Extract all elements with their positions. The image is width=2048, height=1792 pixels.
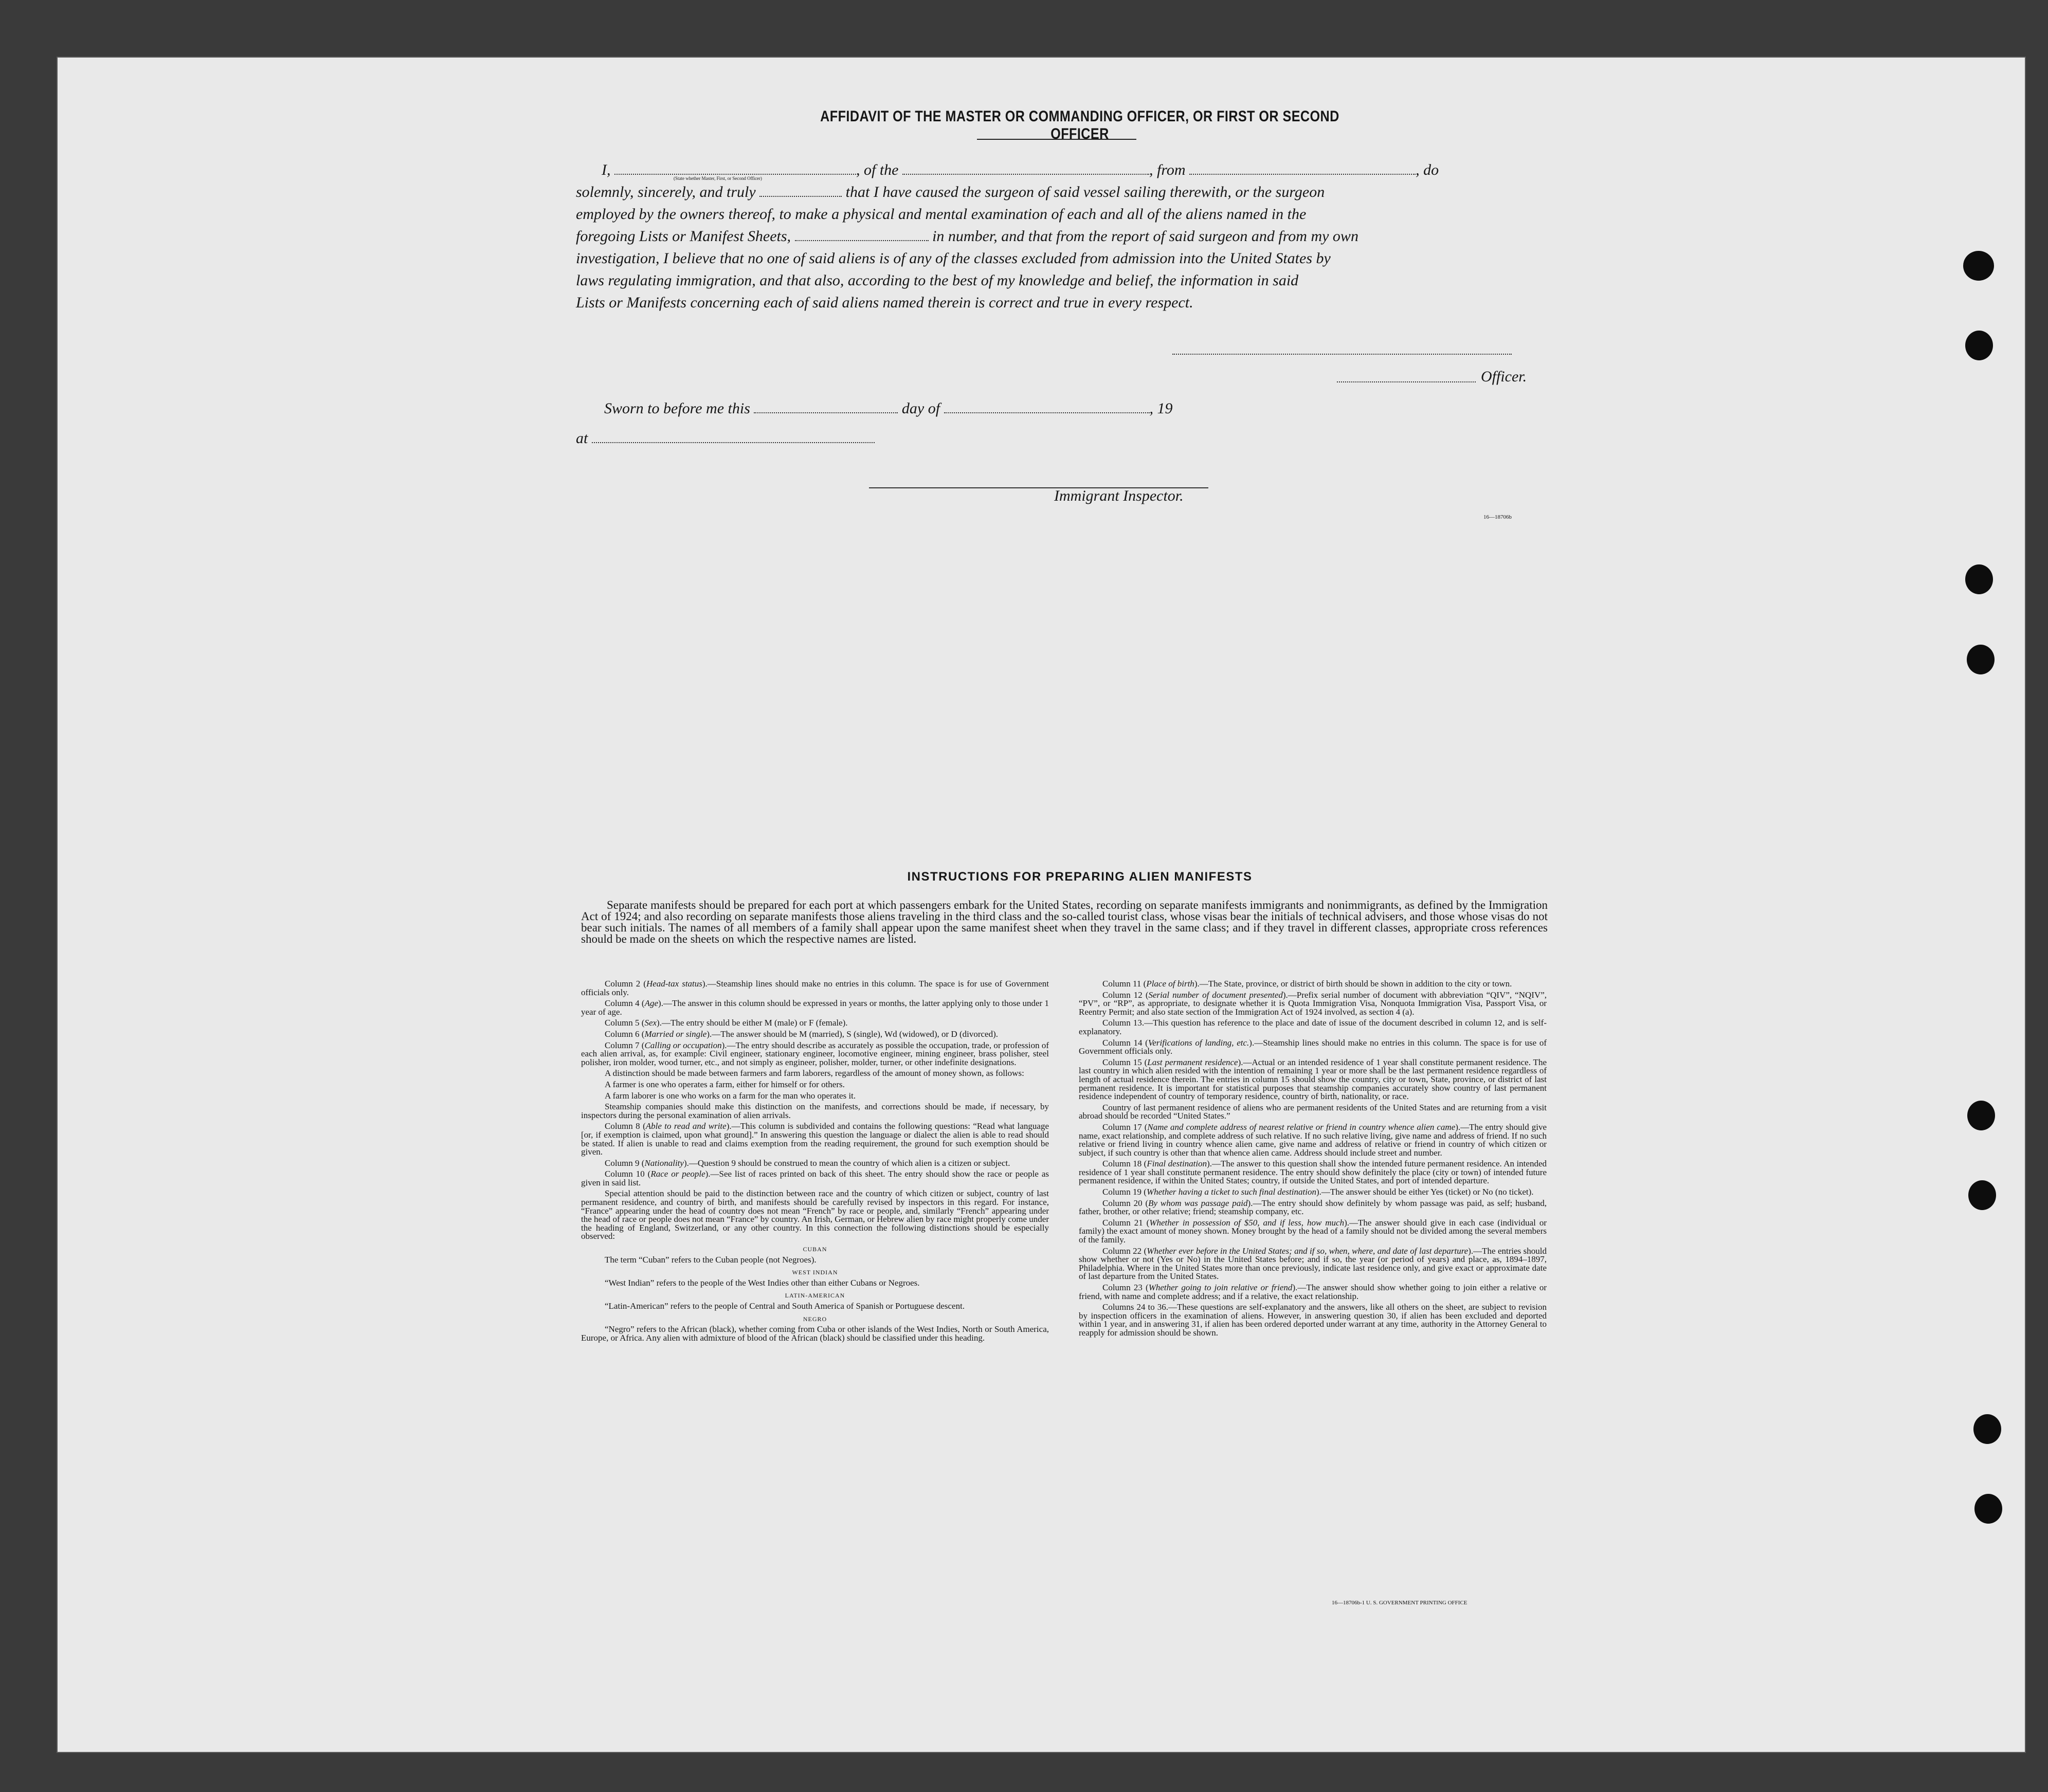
punch-hole [1974, 1494, 2002, 1524]
col11-entry: Column 11 (Place of birth).—The State, province, or district of birth should be shown in addition to the city or town. [1102, 979, 1512, 989]
affidavit-l2-end: that I have caused the surgeon of said vessel sailing therewith, or the surgeon [845, 184, 1325, 200]
sworn-line [604, 398, 1581, 419]
sworn-month-field[interactable] [944, 399, 1150, 413]
negro-heading: NEGRO [803, 1315, 827, 1323]
col14-entry: Column 14 (Verifications of landing, etc.).—Steamship lines should make no entries in this column. The space is for use of Government officials only. [1079, 1037, 1547, 1056]
farm-distinction: A distinction should be made between farmers and farm laborers, regardless of the amount of money shown, as follows: [605, 1068, 1024, 1078]
affidavit-of-the: , of the [856, 161, 899, 178]
col18-entry: Column 18 (Final destination).—The answer to this question shall show the intended future permanent residence. An intended residence of 1 year shall constitute permanent residence. The entry should show definitely the place (city or town) of intended future permanent residence, if within the United States; country, if outside the United States, and port of intended departure. [1079, 1159, 1547, 1186]
affidavit-line-4 [576, 226, 1553, 247]
col17-entry: Column 17 (Name and complete address of nearest relative or friend in country whence alien came).—The entry should give name, exact relationship, and complete address of such relative. If no such relative living, give name and address of friend. If no such relative or friend living in country whence alien came, give name and address of relative or friend in country of which citizen or subject, if such country is other than that whence alien came. Address should include street and number. [1079, 1122, 1547, 1158]
affidavit-do: , do [1416, 161, 1439, 178]
affidavit-line-3: employed by the owners thereof, to make a physical and mental examination of each and all of the aliens named in the [576, 206, 1307, 223]
col20-entry: Column 20 (By whom was passage paid).—The entry should show definitely by whom passage was paid, as self; husband, father, brother, or other relative; friend; steamship company, etc. [1079, 1198, 1547, 1217]
instructions-left-column [581, 980, 1049, 1345]
col2-entry: Column 2 (Head-tax status).—Steamship lines should make no entries in this column. The space is for use of Government officials only. [581, 979, 1049, 997]
col23-entry: Column 23 (Whether going to join relative or friend).—The answer should show whether going to join either a relative or friend, with name and complete address; and if a relative, the exact relationship. [1079, 1283, 1547, 1301]
col19-entry: Column 19 (Whether having a ticket to such final destination).—The answer should be either Yes (ticket) or No (no ticket). [1102, 1187, 1534, 1197]
vessel-name-field[interactable] [902, 160, 1149, 175]
west-indian-heading: WEST INDIAN [792, 1269, 838, 1276]
punch-hole [1967, 1101, 1995, 1130]
punch-hole [1967, 645, 1995, 674]
west-indian-def: “West Indian” refers to the people of the West Indies other than either Cubans or Negroes. [605, 1277, 920, 1288]
affidavit-l2-start: solemnly, sincerely, and truly [576, 184, 756, 200]
latin-american-def: “Latin-American” refers to the people of Central and South America of Spanish or Portuguese descent. [605, 1301, 965, 1311]
col5-entry: Column 5 (Sex).—The entry should be either M (male) or F (female). [605, 1018, 848, 1028]
col10-entry: Column 10 (Race or people).—See list of races printed on back of this sheet. The entry should show the race or people as given in said list. [581, 1169, 1049, 1187]
col7-entry: Column 7 (Calling or occupation).—The entry should describe as accurately as possible the occupation, trade, or profession of each alien arrival, as, for example: Civil engineer, stationary engineer, locomotive engineer, mining engineer, brass polisher, steel polisher, iron molder, wood turner, etc., and not simply as engineer, polisher, molder, turner, or other indefinite designations. [581, 1040, 1049, 1067]
instructions-right-column [1079, 980, 1547, 1340]
steamship-note: Steamship companies should make this distinction on the manifests, and corrections should be made, if necessary, by inspectors during the personal examination of alien arrivals. [581, 1102, 1049, 1120]
special-attention: Special attention should be paid to the distinction between race and the country of which citizen or subject, country of last permanent residence, and country of birth, and manifests should be carefully revised by inspectors in this regard. For instance, “France” appearing under the head of country does not mean “French” by race or people, and, similarly “French” appearing under the head of race or people does not mean “France” by country. An Irish, German, or Hebrew alien by race might properly come under the heading of England, Switzerland, or any other country. In this connection the following distinctions should be especially observed: [581, 1188, 1049, 1241]
col6-entry: Column 6 (Married or single).—The answer should be M (married), S (single), Wd (widowed), or D (divorced). [605, 1029, 999, 1039]
affidavit-line-5: investigation, I believe that no one of said aliens is of any of the classes excluded from admission into the United States by [576, 250, 1331, 267]
sworn-day: day of [901, 400, 940, 417]
col21-entry: Column 21 (Whether in possession of $50, and if less, how much).—The answer should give in each case (individual or family) the exact amount of money shown. Money brought by the head of a family should not be divided among the several members of the family. [1079, 1217, 1547, 1245]
affidavit-from: , from [1149, 161, 1186, 178]
col13-entry: Column 13.—This question has reference to the place and date of issue of the document described in column 12, and is self-explanatory. [1079, 1018, 1547, 1036]
at-line [576, 428, 1553, 449]
sworn-start: Sworn to before me this [604, 400, 750, 417]
officer-signature-line[interactable] [1172, 354, 1512, 355]
sworn-year: , 19 [1149, 400, 1173, 417]
col12-entry: Column 12 (Serial number of document presented).—Prefix serial number of document with abbreviation “QIV”, “NQIV”, “PV”, or “RP”, as appropriate, to designate whether it is Quota Immigration Visa, Nonquota Immigration Visa, Passport Visa, or Reentry Permit; and also state section of the Immigration Act of 1924 involved, as section 4 (a). [1079, 990, 1547, 1017]
manifest-sheet [57, 57, 2026, 1753]
cuban-def: The term “Cuban” refers to the Cuban people (not Negroes). [605, 1254, 817, 1265]
inspector-label: Immigrant Inspector. [1054, 487, 1184, 504]
farmer-def: A farmer is one who operates a farm, either for himself or for others. [605, 1079, 845, 1089]
affidavit-line-6: laws regulating immigration, and that also, according to the best of my knowledge and belief, the information in said [576, 272, 1299, 289]
col8-entry: Column 8 (Able to read and write).—This column is subdivided and contains the following questions: “Read what language [or, if exemption is claimed, upon what ground].” In answering this question the language or dialect the alien is able to read should be stated. If alien is unable to read and claims exemption from the reading requirement, the ground for such exemption should be given. [581, 1121, 1049, 1157]
country-residence-note: Country of last permanent residence of aliens who are permanent residents of the United States and are returning from a visit abroad should be recorded “United States.” [1079, 1102, 1547, 1121]
sworn-manner-field[interactable] [759, 182, 842, 197]
officer-label: Officer. [1481, 368, 1527, 385]
officer-title-line[interactable] [1337, 381, 1476, 382]
sworn-place-field[interactable] [592, 429, 875, 443]
instructions-title: INSTRUCTIONS FOR PREPARING ALIEN MANIFESTS [907, 870, 1253, 884]
punch-hole [1965, 331, 1993, 360]
latin-american-heading: LATIN-AMERICAN [785, 1292, 845, 1300]
col4-entry: Column 4 (Age).—The answer in this column should be expressed in years or months, the latter applying only to those under 1 year of age. [581, 998, 1049, 1017]
punch-hole [1965, 564, 1993, 594]
col9-entry: Column 9 (Nationality).—Question 9 should be construed to mean the country of which alien is a citizen or subject. [605, 1158, 1010, 1168]
affidavit-l4-start: foregoing Lists or Manifest Sheets, [576, 228, 791, 245]
affidavit-title: AFFIDAVIT OF THE MASTER OR COMMANDING OFFICER, OR FIRST OR SECOND OFFICER [820, 108, 1339, 142]
farm-laborer-def: A farm laborer is one who works on a farm for the man who operates it. [605, 1090, 856, 1101]
cuban-heading: CUBAN [803, 1246, 827, 1253]
instructions-intro: Separate manifests should be prepared for each port at which passengers embark for the United States, recording on separate manifests immigrants and nonimmigrants, as defined by the Immigration Act of 1924; and also recording on separate manifests those aliens traveling in the third class and the so-called tourist class, whose visas bear the initials of technical advisers, and those whose visas do not bear such initials. The names of all members of a family shall appear upon the same manifest sheet when they travel in the same class; and if they travel in different classes, appropriate cross references should be made on the sheets on which the respective names are listed. [581, 899, 1548, 945]
col15-entry: Column 15 (Last permanent residence).—Actual or an intended residence of 1 year shall constitute permanent residence. The last country in which alien resided with the intention of remaining 1 year or more shall be the last permanent residence regardless of length of actual residence therein. The entries in column 15 should show the country, city or town, State, province, or district of last permanent residence. It is important for statistical purposes that steamship companies accurately show country of last permanent residence independent of country of temporary residence, country of birth, nationality, or race. [1079, 1057, 1547, 1102]
at-label: at [576, 430, 588, 447]
title-divider [977, 139, 1136, 140]
printing-office-footer: 16—18706b-1 U. S. GOVERNMENT PRINTING OFFICE [1332, 1600, 1467, 1606]
col24-36-entry: Columns 24 to 36.—These questions are self-explanatory and the answers, like all others on the sheet, are subject to revision by inspection officers in the examination of aliens. However, in answering question 30, if alien has been excluded and deported within 1 year, and in answering 31, if alien has been ordered deported under warrant at any time, authority in the Attorney General to reapply for admission should be shown. [1079, 1302, 1547, 1338]
rank-note: (State whether Master, First, or Second Officer) [674, 176, 762, 181]
negro-def: “Negro” refers to the African (black), whether coming from Cuba or other islands of the West Indies, North or South America, Europe, or Africa. Any alien with admixture of blood of the African (black) should be classified under this heading. [581, 1324, 1049, 1343]
port-from-field[interactable] [1189, 160, 1416, 175]
affidavit-l4-end: in number, and that from the report of said surgeon and from my own [932, 228, 1358, 245]
sworn-date-field[interactable] [754, 399, 898, 413]
col22-entry: Column 22 (Whether ever before in the United States; and if so, when, where, and date of last departure).—The entries should show whether or not (Yes or No) in the United States before; and if so, the year (or period of years) and place, as, 1894–1897, Philadelphia. Where in the United States more than once previously, indicate last residence only, and give exact or approximate date of last departure from the United States. [1079, 1246, 1547, 1282]
punch-hole [1973, 1414, 2001, 1444]
officer-rank-field[interactable] [614, 160, 856, 175]
form-number: 16—18706b [1483, 514, 1512, 520]
punch-hole [1968, 1180, 1996, 1210]
affidavit-line-7: Lists or Manifests concerning each of said aliens named therein is correct and true in every respect. [576, 294, 1193, 311]
affidavit-line-2 [576, 181, 1553, 203]
alien-count-field[interactable] [795, 227, 929, 241]
punch-hole [1963, 251, 1994, 281]
affidavit-i: I, [602, 161, 611, 178]
